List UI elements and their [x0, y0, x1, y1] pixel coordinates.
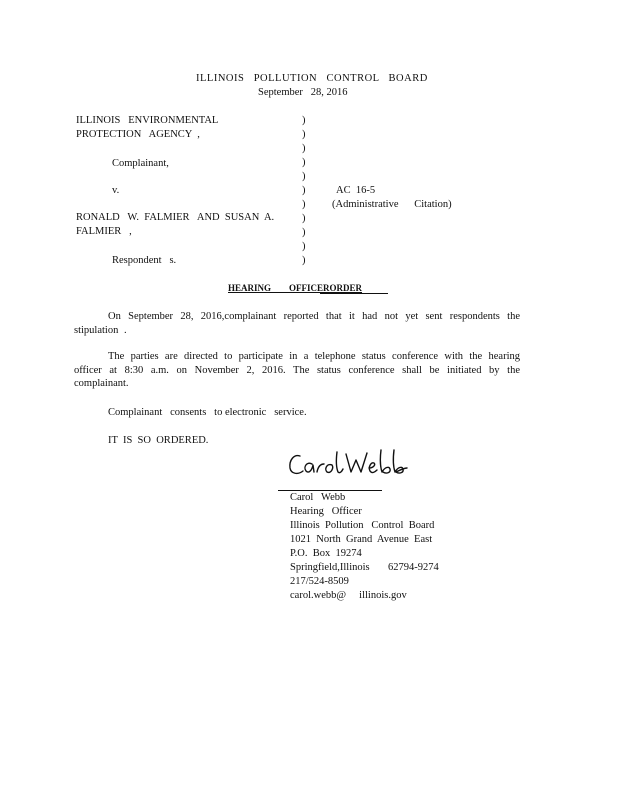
case-type: (Administrative Citation)	[332, 199, 452, 210]
respondent-name-line-2: FALMIER ,	[76, 226, 132, 237]
complainant-name-line-1: ILLINOIS ENVIRONMENTAL	[76, 115, 219, 126]
heading-underline	[320, 293, 388, 294]
caption-parentheses	[302, 114, 310, 268]
paren: )	[302, 199, 306, 210]
phone-number: 217/524-8509	[290, 576, 349, 587]
complainant-role: Complainant,	[112, 158, 169, 169]
paren: )	[302, 227, 306, 238]
board-name: ILLINOIS POLLUTION CONTROL BOARD	[196, 73, 428, 84]
handwritten-signature	[286, 444, 416, 484]
paren: )	[302, 213, 306, 224]
paren: )	[302, 255, 306, 266]
paren: )	[302, 157, 306, 168]
address-city: Springfield,Illinois 62794-9274	[290, 562, 439, 573]
paragraph-status-conference: The parties are directed to participate in a telephone status conference with the hearing officer at 8:30 a.m. on November 2, 2016. The status conference shall be initiated by the complainant.	[74, 351, 520, 389]
order-date: September 28, 2016	[258, 87, 348, 98]
signer-name: Carol Webb	[290, 492, 346, 503]
respondent-name-line-1: RONALD W. FALMIER AND SUSAN A.	[76, 212, 275, 223]
email-address: carol.webb@ illinois.gov	[290, 590, 407, 601]
paren: )	[302, 129, 306, 140]
paren: )	[302, 185, 306, 196]
paren: )	[302, 171, 306, 182]
signer-organization: Illinois Pollution Control Board	[290, 520, 435, 531]
address-pobox: P.O. Box 19274	[290, 548, 362, 559]
versus: v.	[112, 185, 120, 196]
case-number: AC 16-5	[336, 185, 376, 196]
respondent-role: Respondent s.	[112, 255, 177, 266]
paren: )	[302, 241, 306, 252]
paren: )	[302, 115, 306, 126]
paragraph-stipulation: On September 28, 2016,complainant reported that it had not yet sent respondents the stipulation .	[74, 311, 520, 336]
paragraph-electronic-service: Complainant consents to electronic service.	[108, 407, 307, 418]
complainant-name-line-2: PROTECTION AGENCY ,	[76, 129, 200, 140]
address-street: 1021 North Grand Avenue East	[290, 534, 433, 545]
paren: )	[302, 143, 306, 154]
signer-title: Hearing Officer	[290, 506, 362, 517]
order-heading: HEARING OFFICERORDER	[228, 283, 363, 293]
so-ordered: IT IS SO ORDERED.	[108, 435, 209, 446]
